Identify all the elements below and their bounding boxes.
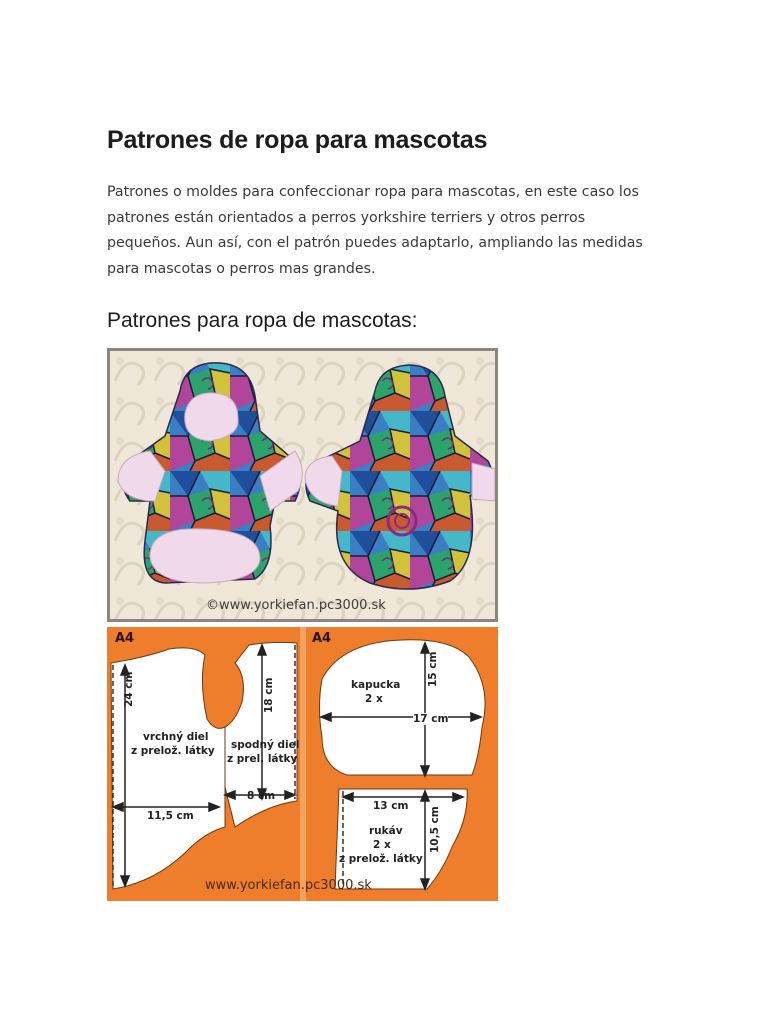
intro-paragraph — [107, 180, 667, 283]
sheet-label-right: A4 — [312, 631, 332, 646]
jacket-illustration — [110, 351, 495, 619]
pattern-watermark: www.yorkiefan.pc3000.sk — [205, 878, 372, 893]
dim-sleeve-width: 13 cm — [373, 800, 409, 812]
dim-under-width: 8 cm — [247, 790, 276, 802]
sewing-pattern — [107, 627, 498, 901]
jacket-photo — [107, 348, 498, 622]
intro-line: Patrones o moldes para confeccionar ropa para mascotas, en este caso los — [107, 184, 639, 200]
label-back-2: z prelož. látky — [131, 745, 215, 757]
intro-line: pequeños. Aun así, con el patrón puedes adaptarlo, ampliando las medidas — [107, 235, 643, 252]
dim-sleeve-height: 10,5 cm — [429, 806, 441, 853]
photo-watermark: ©www.yorkiefan.pc3000.sk — [206, 598, 386, 613]
page-title: Patrones de ropa para mascotas — [107, 126, 488, 154]
label-sleeve-2: 2 x — [373, 839, 391, 851]
label-back-1: vrchný diel — [143, 731, 209, 743]
label-under-1: spodný diel — [231, 739, 300, 751]
label-sleeve-1: rukáv — [369, 825, 403, 837]
dim-back-height: 24 cm — [123, 671, 135, 707]
section-subtitle: Patrones para ropa de mascotas: — [107, 309, 418, 332]
dim-hood-width: 17 cm — [413, 713, 449, 725]
dim-under-height: 18 cm — [263, 677, 275, 713]
label-hood-1: kapucka — [351, 679, 401, 691]
intro-line: patrones están orientados a perros yorkshire terriers y otros perros — [107, 209, 586, 226]
label-sleeve-3: z prelož. látky — [339, 853, 423, 865]
label-under-2: z prel. látky — [227, 753, 298, 765]
dim-hood-height: 15 cm — [427, 651, 439, 687]
dim-back-width: 11,5 cm — [147, 810, 194, 822]
sheet-label-left: A4 — [115, 631, 135, 646]
pattern-drawing — [107, 627, 498, 901]
hood-piece — [320, 640, 486, 775]
intro-line: para mascotas o perros mas grandes. — [107, 261, 376, 278]
label-hood-2: 2 x — [365, 693, 383, 705]
